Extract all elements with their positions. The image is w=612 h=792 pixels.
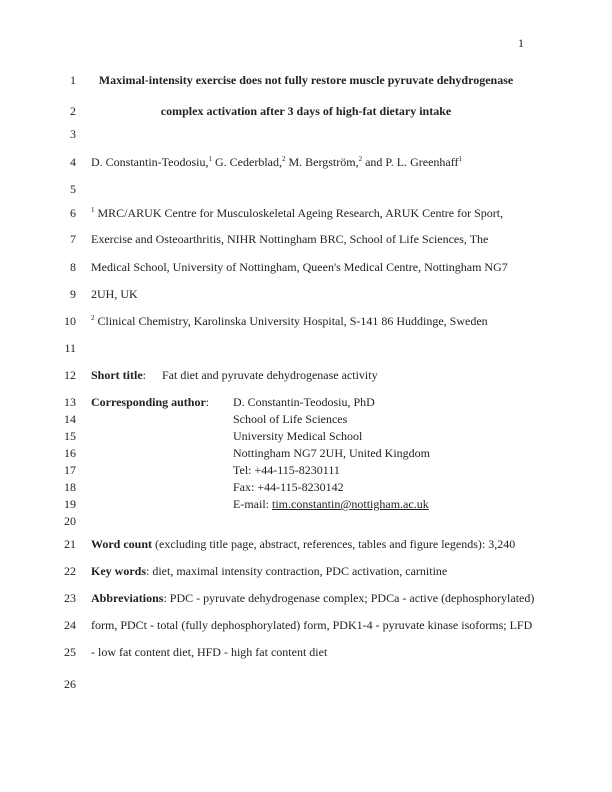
line-number: 14 (64, 412, 76, 426)
author-4: and P. L. Greenhaff (362, 155, 459, 169)
word-count (91, 537, 515, 552)
corresponding-author-row (91, 395, 209, 410)
corr-tel: Tel: +44-115-8230111 (233, 463, 340, 477)
short-title-label: Short title (91, 368, 143, 382)
short-title-row (91, 368, 146, 383)
corr-email-row (233, 497, 429, 512)
line-number: 26 (64, 677, 76, 691)
author-1: D. Constantin-Teodosiu, (91, 155, 209, 169)
author-2: G. Cederblad, (212, 155, 282, 169)
line-number: 10 (64, 314, 76, 328)
line-number: 5 (70, 182, 76, 196)
affiliation-1 (91, 206, 503, 221)
line-number: 7 (70, 232, 76, 246)
short-title: Fat diet and pyruvate dehydrogenase activity (162, 368, 378, 382)
line-number: 19 (64, 497, 76, 511)
title-line-1: Maximal-intensity exercise does not fully restore muscle pyruvate dehydrogenase (98, 73, 514, 87)
abbreviations (91, 591, 534, 606)
title-line-2: complex activation after 3 days of high-fat dietary intake (160, 104, 452, 118)
line-number: 2 (70, 104, 76, 118)
abbreviations-line-2: form, PDCt - total (fully dephosphorylated) form, PDK1-4 - pyruvate kinase isoforms; LFD (91, 618, 533, 632)
corresponding-author-colon: : (205, 395, 210, 409)
word-count-label: Word count (91, 537, 153, 551)
author-3: M. Bergström, (285, 155, 359, 169)
author-1-sup: 1 (208, 155, 212, 163)
line-number: 24 (64, 618, 76, 632)
line-number: 22 (64, 564, 76, 578)
line-number: 23 (64, 591, 76, 605)
line-number: 15 (64, 429, 76, 443)
abbreviations-label: Abbreviations (91, 591, 164, 605)
page-number: 1 (518, 36, 524, 50)
abbreviations-line-1: : PDC - pyruvate dehydrogenase complex; PDCa - active (dephosphorylated) (163, 591, 535, 605)
line-number: 3 (70, 127, 76, 141)
corr-school: University Medical School (233, 429, 363, 443)
line-number: 20 (64, 514, 76, 528)
affiliation-2-line-1: Clinical Chemistry, Karolinska University Hospital, S-141 86 Huddinge, Sweden (94, 314, 488, 328)
word-count-text: (excluding title page, abstract, references, tables and figure legends): 3,240 (152, 537, 516, 551)
corr-email-label: E-mail: (233, 497, 272, 511)
corr-fax: Fax: +44-115-8230142 (233, 480, 344, 494)
line-number: 16 (64, 446, 76, 460)
keywords (91, 564, 447, 579)
line-number: 4 (70, 155, 76, 169)
line-number: 8 (70, 260, 76, 274)
keywords-text: : diet, maximal intensity contraction, PDC activation, carnitine (146, 564, 448, 578)
abbreviations-line-3: - low fat content diet, HFD - high fat content diet (91, 645, 328, 659)
affiliation-2-sup: 2 (91, 314, 95, 322)
affiliation-1-sup: 1 (91, 206, 95, 214)
author-2-sup: 2 (281, 155, 286, 163)
line-number: 11 (64, 341, 76, 355)
line-number: 6 (70, 206, 76, 220)
affiliation-2 (91, 314, 488, 329)
line-number: 1 (70, 73, 76, 87)
line-number: 21 (64, 537, 76, 551)
line-number: 9 (70, 287, 76, 301)
affiliation-1-line-3: Medical School, University of Nottingham, Queen's Medical Centre, Nottingham NG7 (91, 260, 508, 274)
affiliation-1-line-4: 2UH, UK (91, 287, 138, 301)
line-number: 17 (64, 463, 76, 477)
keywords-label: Key words (91, 564, 146, 578)
authors-line (91, 155, 462, 170)
corr-email-link[interactable]: tim.constantin@nottigham.ac.uk (272, 497, 429, 511)
line-number: 12 (64, 368, 76, 382)
line-number: 18 (64, 480, 76, 494)
short-title-colon: : (142, 368, 146, 382)
corresponding-author-label: Corresponding author (91, 395, 206, 409)
affiliation-1-line-2: Exercise and Osteoarthritis, NIHR Nottingham BRC, School of Life Sciences, The (91, 232, 489, 246)
corr-address: Nottingham NG7 2UH, United Kingdom (233, 446, 430, 460)
author-4-sup: 1 (458, 155, 463, 163)
corr-dept: School of Life Sciences (233, 412, 348, 426)
corr-name: D. Constantin-Teodosiu, PhD (233, 395, 375, 409)
line-number: 13 (64, 395, 76, 409)
affiliation-1-line-1: MRC/ARUK Centre for Musculoskeletal Ageing Research, ARUK Centre for Sport, (94, 206, 504, 220)
author-3-sup: 2 (358, 155, 363, 163)
line-number: 25 (64, 645, 76, 659)
